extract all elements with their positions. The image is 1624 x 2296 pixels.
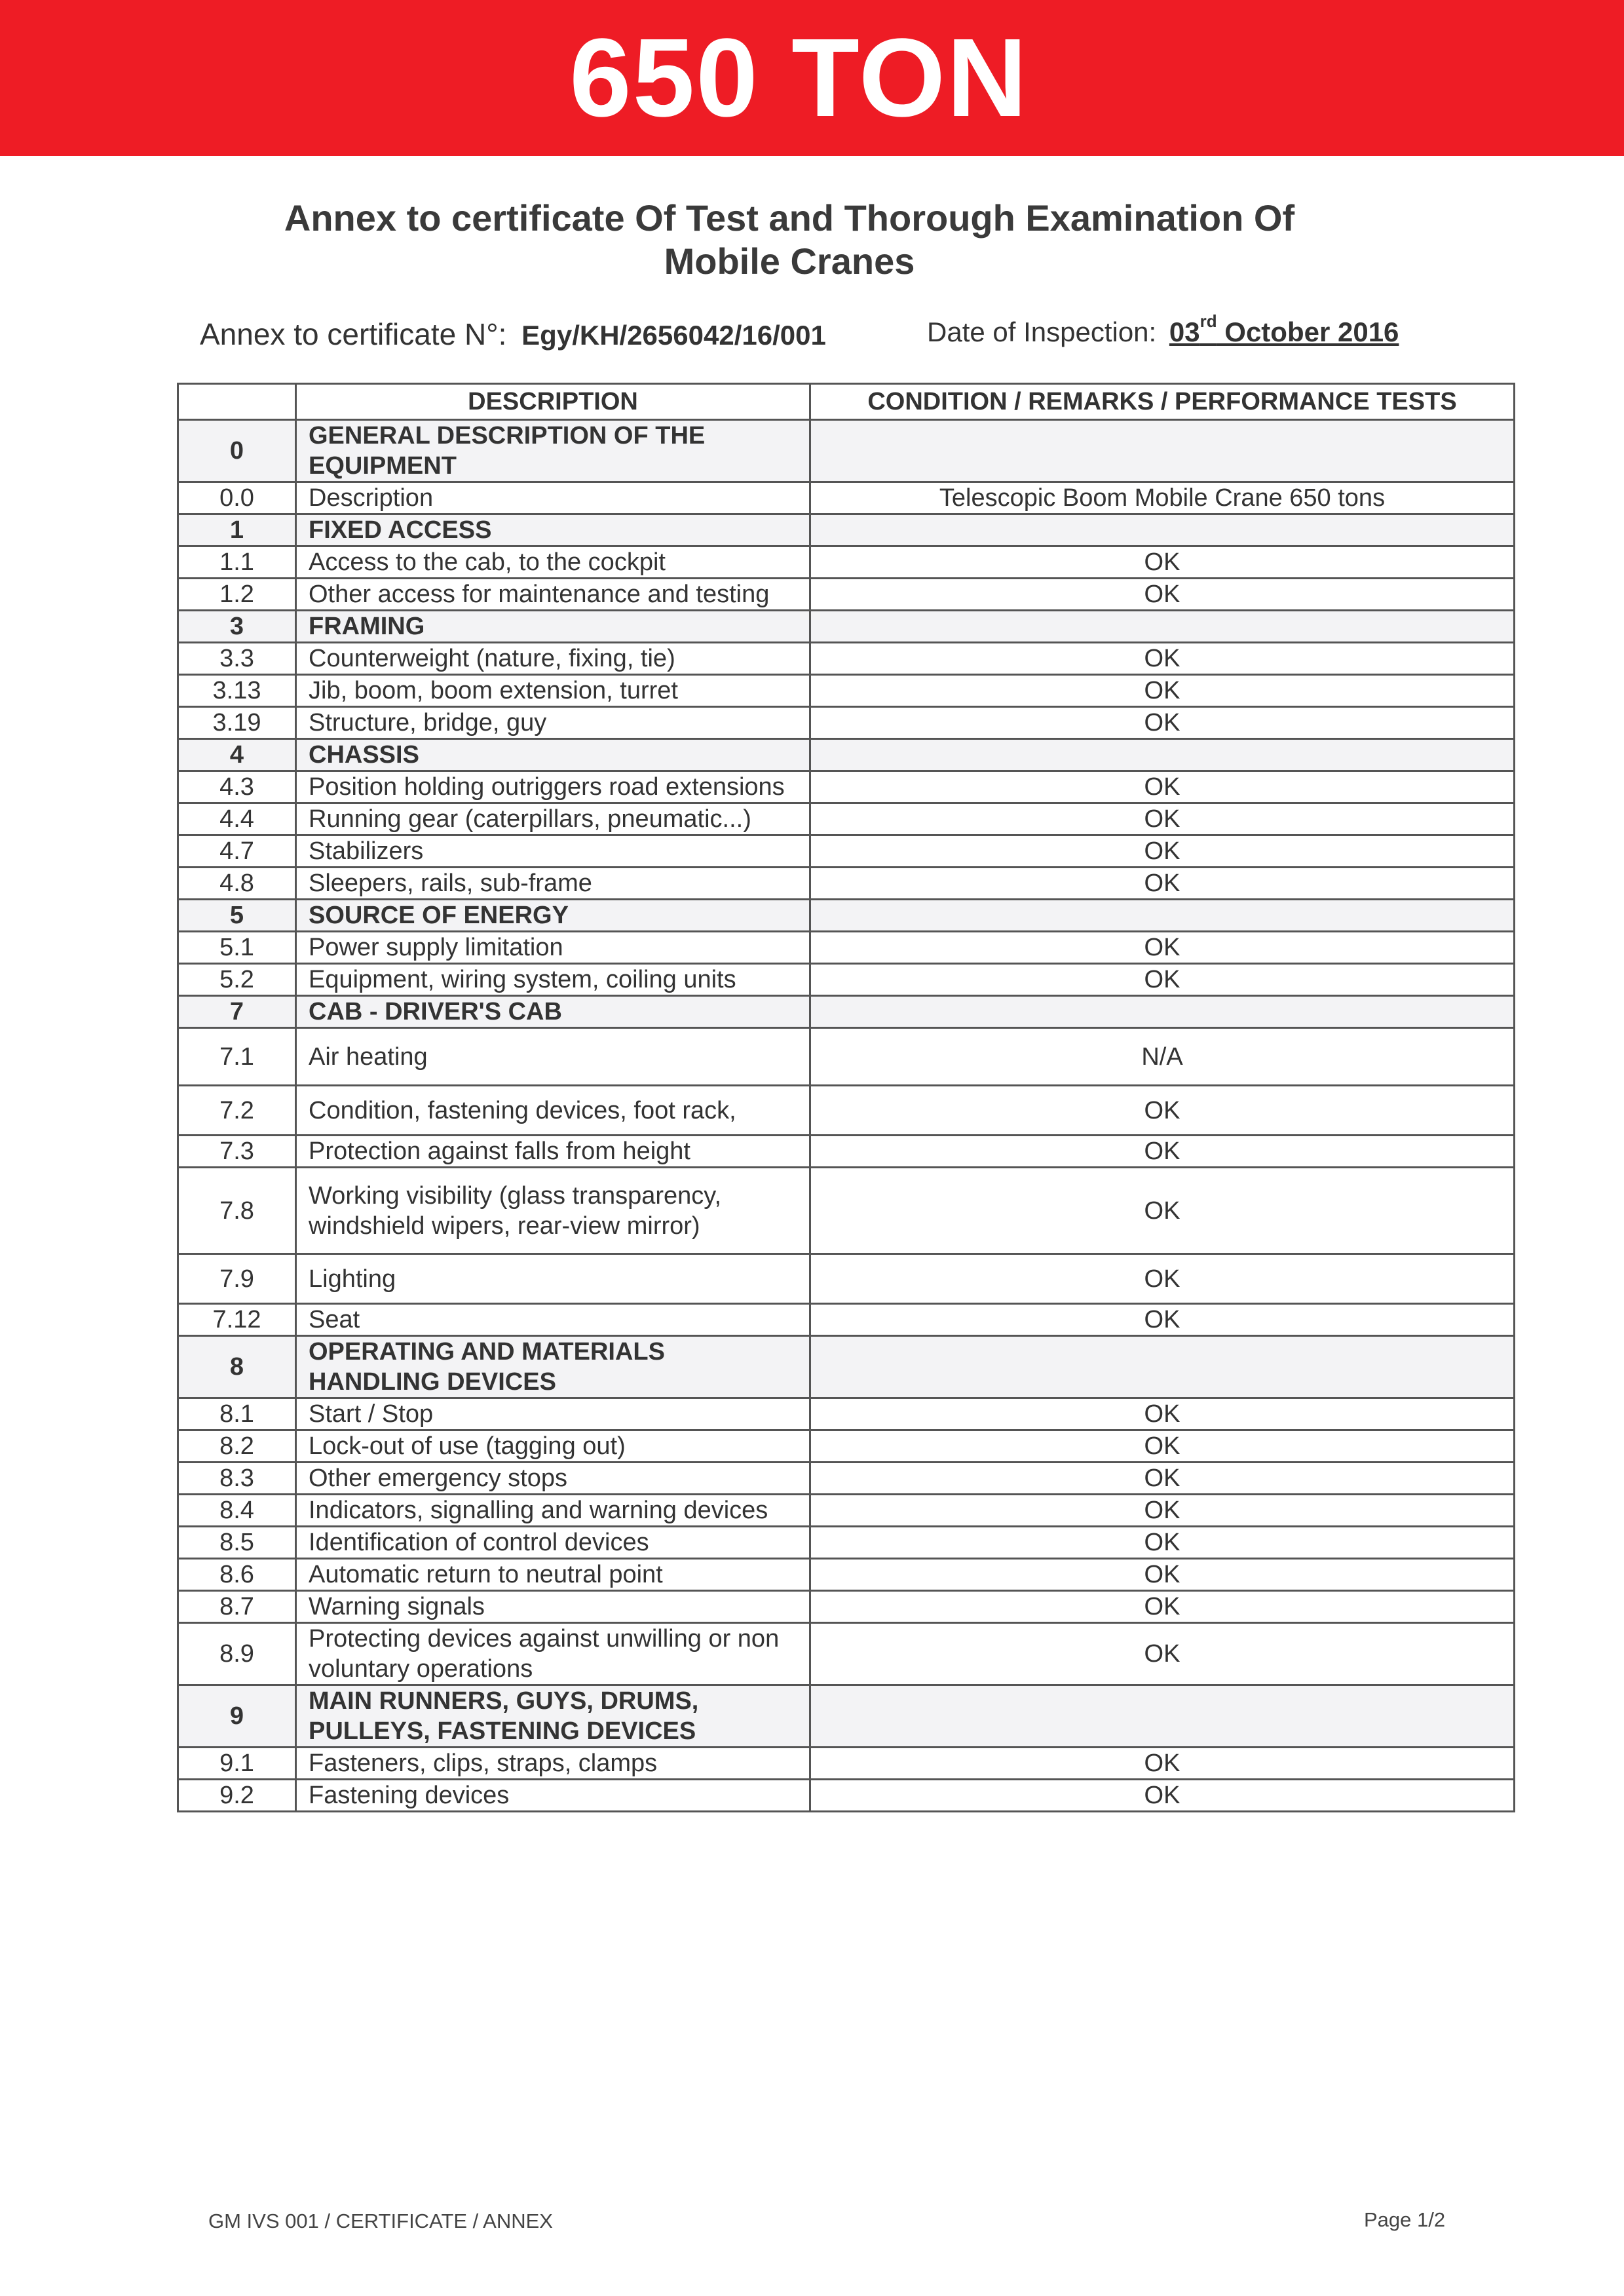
- table-row: [178, 964, 1515, 996]
- section-row: [178, 1336, 1515, 1398]
- row-description: Stabilizers: [296, 835, 810, 868]
- row-number: 4.8: [178, 868, 296, 900]
- table-row: [178, 1028, 1515, 1086]
- row-condition: OK: [810, 1559, 1515, 1591]
- row-number: 4.7: [178, 835, 296, 868]
- section-row: [178, 611, 1515, 643]
- row-description: Power supply limitation: [296, 932, 810, 964]
- footer-document-code: GM IVS 001 / CERTIFICATE / ANNEX: [208, 2210, 553, 2232]
- row-condition: [810, 611, 1515, 643]
- row-description: CHASSIS: [296, 739, 810, 771]
- header-banner: [0, 0, 1624, 156]
- row-number: 8.9: [178, 1623, 296, 1685]
- row-number: 3.13: [178, 675, 296, 707]
- row-condition: OK: [810, 675, 1515, 707]
- table-row: [178, 835, 1515, 868]
- table-row: [178, 771, 1515, 803]
- row-description: Indicators, signalling and warning devices: [296, 1495, 810, 1527]
- table-row: [178, 1495, 1515, 1527]
- section-row: [178, 996, 1515, 1028]
- row-condition: [810, 996, 1515, 1028]
- header-number: [178, 384, 296, 420]
- row-number: 8: [178, 1336, 296, 1398]
- row-condition: OK: [810, 835, 1515, 868]
- row-description: Sleepers, rails, sub-frame: [296, 868, 810, 900]
- row-number: 7.2: [178, 1086, 296, 1136]
- row-number: 9.2: [178, 1780, 296, 1812]
- row-number: 4: [178, 739, 296, 771]
- row-condition: OK: [810, 868, 1515, 900]
- row-condition: OK: [810, 1086, 1515, 1136]
- row-condition: OK: [810, 579, 1515, 611]
- certificate-number-value: Egy/KH/2656042/16/001: [521, 320, 826, 351]
- section-row: [178, 420, 1515, 482]
- row-condition: OK: [810, 1780, 1515, 1812]
- table-row: [178, 1136, 1515, 1168]
- row-number: 0.0: [178, 482, 296, 514]
- row-description: Warning signals: [296, 1591, 810, 1623]
- row-condition: OK: [810, 1591, 1515, 1623]
- row-description: Counterweight (nature, fixing, tie): [296, 643, 810, 675]
- table-row: [178, 1527, 1515, 1559]
- row-condition: OK: [810, 1430, 1515, 1463]
- section-row: [178, 739, 1515, 771]
- document-title-line1: Annex to certificate Of Test and Thorough Examination Of: [284, 197, 1295, 239]
- row-condition: OK: [810, 1136, 1515, 1168]
- row-condition: OK: [810, 932, 1515, 964]
- row-number: 1: [178, 514, 296, 546]
- row-condition: OK: [810, 803, 1515, 835]
- row-condition: [810, 1336, 1515, 1398]
- table-row: [178, 707, 1515, 739]
- row-condition: OK: [810, 643, 1515, 675]
- banner-title: 650 TON: [569, 16, 1029, 140]
- header-description: DESCRIPTION: [296, 384, 810, 420]
- table-row: [178, 1430, 1515, 1463]
- row-number: 8.2: [178, 1430, 296, 1463]
- row-number: 7.3: [178, 1136, 296, 1168]
- table-row: [178, 643, 1515, 675]
- document-title-line2: Mobile Cranes: [664, 240, 915, 282]
- row-description: Other access for maintenance and testing: [296, 579, 810, 611]
- row-condition: [810, 514, 1515, 546]
- row-description: MAIN RUNNERS, GUYS, DRUMS, PULLEYS, FASTENING DEVICES: [296, 1685, 810, 1748]
- row-condition: [810, 1685, 1515, 1748]
- row-description: Jib, boom, boom extension, turret: [296, 675, 810, 707]
- row-description: Equipment, wiring system, coiling units: [296, 964, 810, 996]
- row-description: CAB - DRIVER'S CAB: [296, 996, 810, 1028]
- table-row: [178, 1780, 1515, 1812]
- row-number: 3.3: [178, 643, 296, 675]
- table-row: [178, 1623, 1515, 1685]
- row-condition: [810, 900, 1515, 932]
- footer-page-number: Page 1/2: [1364, 2208, 1446, 2231]
- row-condition: OK: [810, 1398, 1515, 1430]
- row-number: 1.1: [178, 546, 296, 579]
- row-number: 3: [178, 611, 296, 643]
- inspection-table: [177, 383, 1515, 1812]
- row-description: Running gear (caterpillars, pneumatic...): [296, 803, 810, 835]
- table-row: [178, 579, 1515, 611]
- table-row: [178, 1748, 1515, 1780]
- row-description: Air heating: [296, 1028, 810, 1086]
- row-description: Position holding outriggers road extensions: [296, 771, 810, 803]
- row-description: Seat: [296, 1304, 810, 1336]
- row-condition: OK: [810, 1463, 1515, 1495]
- row-number: 8.3: [178, 1463, 296, 1495]
- inspection-date-day: 03: [1169, 316, 1200, 347]
- table-row: [178, 1591, 1515, 1623]
- table-body: [178, 420, 1515, 1812]
- row-description: Lock-out of use (tagging out): [296, 1430, 810, 1463]
- table-row: [178, 803, 1515, 835]
- row-description: Working visibility (glass transparency, windshield wipers, rear-view mirror): [296, 1168, 810, 1254]
- row-condition: OK: [810, 1623, 1515, 1685]
- row-condition: OK: [810, 1254, 1515, 1304]
- row-description: Automatic return to neutral point: [296, 1559, 810, 1591]
- section-row: [178, 514, 1515, 546]
- row-number: 4.4: [178, 803, 296, 835]
- row-description: Lighting: [296, 1254, 810, 1304]
- row-condition: OK: [810, 1527, 1515, 1559]
- row-description: Identification of control devices: [296, 1527, 810, 1559]
- row-condition: OK: [810, 707, 1515, 739]
- table-header-row: [178, 384, 1515, 420]
- row-description: Fasteners, clips, straps, clamps: [296, 1748, 810, 1780]
- row-description: FIXED ACCESS: [296, 514, 810, 546]
- certificate-number-line: [200, 316, 826, 352]
- row-description: Fastening devices: [296, 1780, 810, 1812]
- table-row: [178, 1304, 1515, 1336]
- row-description: Structure, bridge, guy: [296, 707, 810, 739]
- table-row: [178, 546, 1515, 579]
- row-condition: OK: [810, 964, 1515, 996]
- row-number: 7.9: [178, 1254, 296, 1304]
- row-number: 8.4: [178, 1495, 296, 1527]
- row-condition: OK: [810, 771, 1515, 803]
- row-condition: OK: [810, 1748, 1515, 1780]
- table-row: [178, 675, 1515, 707]
- row-description: OPERATING AND MATERIALS HANDLING DEVICES: [296, 1336, 810, 1398]
- row-number: 0: [178, 420, 296, 482]
- row-description: FRAMING: [296, 611, 810, 643]
- row-condition: [810, 420, 1515, 482]
- row-description: Protection against falls from height: [296, 1136, 810, 1168]
- certificate-number-label: Annex to certificate N°:: [200, 317, 507, 351]
- row-condition: [810, 739, 1515, 771]
- table-row: [178, 1463, 1515, 1495]
- row-number: 3.19: [178, 707, 296, 739]
- row-number: 8.7: [178, 1591, 296, 1623]
- row-number: 8.5: [178, 1527, 296, 1559]
- row-number: 5: [178, 900, 296, 932]
- table-row: [178, 868, 1515, 900]
- table-row: [178, 1559, 1515, 1591]
- row-number: 7: [178, 996, 296, 1028]
- row-number: 7.8: [178, 1168, 296, 1254]
- section-row: [178, 900, 1515, 932]
- table-row: [178, 1398, 1515, 1430]
- table-row: [178, 482, 1515, 514]
- row-number: 1.2: [178, 579, 296, 611]
- row-description: Start / Stop: [296, 1398, 810, 1430]
- row-condition: N/A: [810, 1028, 1515, 1086]
- row-description: Other emergency stops: [296, 1463, 810, 1495]
- row-number: 8.6: [178, 1559, 296, 1591]
- row-condition: OK: [810, 1168, 1515, 1254]
- row-condition: OK: [810, 546, 1515, 579]
- row-number: 5.2: [178, 964, 296, 996]
- row-description: Condition, fastening devices, foot rack,: [296, 1086, 810, 1136]
- row-number: 9.1: [178, 1748, 296, 1780]
- row-condition: OK: [810, 1495, 1515, 1527]
- row-description: Access to the cab, to the cockpit: [296, 546, 810, 579]
- row-number: 9: [178, 1685, 296, 1748]
- row-number: 4.3: [178, 771, 296, 803]
- inspection-date-rest: October 2016: [1217, 316, 1399, 347]
- section-row: [178, 1685, 1515, 1748]
- row-number: 8.1: [178, 1398, 296, 1430]
- row-number: 7.1: [178, 1028, 296, 1086]
- table-row: [178, 1254, 1515, 1304]
- inspection-date-label: Date of Inspection:: [927, 316, 1157, 347]
- header-condition: CONDITION / REMARKS / PERFORMANCE TESTS: [810, 384, 1515, 420]
- row-description: GENERAL DESCRIPTION OF THE EQUIPMENT: [296, 420, 810, 482]
- table-row: [178, 1168, 1515, 1254]
- inspection-date-line: [927, 311, 1399, 348]
- table-row: [178, 932, 1515, 964]
- row-condition: Telescopic Boom Mobile Crane 650 tons: [810, 482, 1515, 514]
- table-row: [178, 1086, 1515, 1136]
- row-description: Protecting devices against unwilling or non voluntary operations: [296, 1623, 810, 1685]
- row-description: SOURCE OF ENERGY: [296, 900, 810, 932]
- inspection-date-suffix: rd: [1199, 311, 1217, 331]
- row-number: 7.12: [178, 1304, 296, 1336]
- row-description: Description: [296, 482, 810, 514]
- inspection-date-value: [1169, 311, 1399, 347]
- row-number: 5.1: [178, 932, 296, 964]
- document-title: [249, 197, 1330, 283]
- row-condition: OK: [810, 1304, 1515, 1336]
